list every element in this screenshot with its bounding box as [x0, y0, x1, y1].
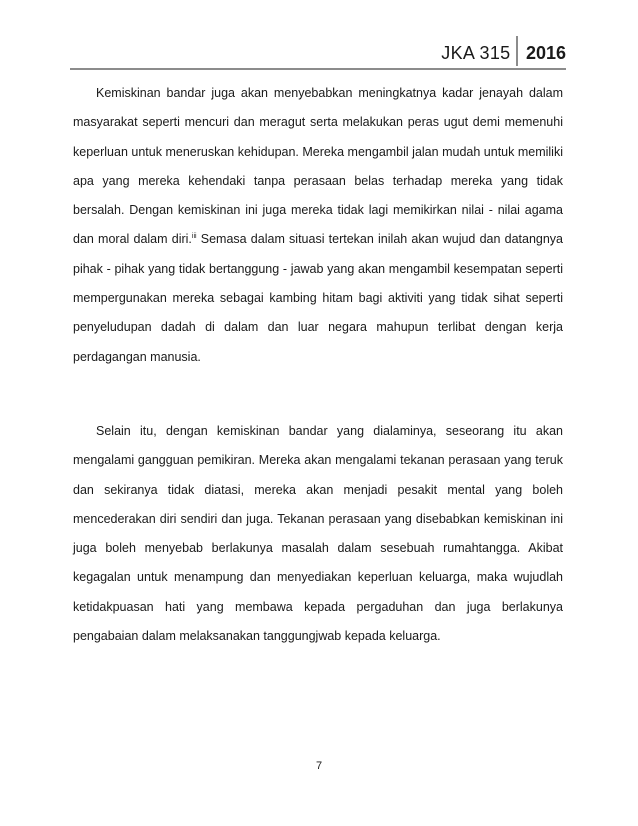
header-year: 2016: [525, 43, 566, 63]
page-number: 7: [315, 760, 323, 772]
page-header: [441, 36, 566, 66]
endnote-marker[interactable]: iii: [191, 233, 197, 241]
course-code: JKA 315: [441, 43, 511, 63]
paragraph-mental-effects: Selain itu, dengan kemiskinan bandar yang dialaminya, seseorang itu akan mengalami gangguan pemikiran. Mereka akan mengalami tekanan perasaan yang teruk dan sekiranya tidak diatasi, mereka akan menjadi pesakit mental yang boleh mencederakan diri sendiri dan juga. Tekanan perasaan yang disebabkan kemiskinan ini juga boleh menyebab berlakunya masalah dalam sesebuah rumahtangga. Akibat kegagalan untuk menampung dan menyediakan keperluan keluarga, maka wujudlah ketidakpuasan hati yang membawa kepada pergaduhan dan juga berlakunya pengabaian dalam melaksanakan tanggungjwab kepada keluarga.: [73, 424, 563, 644]
header-rule: [70, 68, 566, 70]
paragraph-text: Kemiskinan bandar juga akan menyebabkan meningkatnya kadar jenayah dalam masyarakat seperti mencuri dan meragut serta melakukan peras ugut demi memenuhi keperluan untuk meneruskan kehidupan. Mereka mengambil jalan mudah untuk memiliki apa yang mereka kehendaki tanpa perasaan belas terhadap mereka yang tidak bersalah. Dengan kemiskinan ini juga mereka tidak lagi memikirkan nilai - nilai agama dan moral dalam diri.: [73, 86, 563, 247]
paragraph-text-continued: Semasa dalam situasi tertekan inilah akan wujud dan datangnya pihak - pihak yang tidak bertanggung - jawab yang akan mengambil kesempatan seperti mempergunakan mereka sebagai kambing hitam bagi aktiviti yang tidak sihat seperti penyeludupan dadah di dalam dan luar negara mahupun terlibat dengan kerja perdagangan manusia.: [73, 232, 564, 364]
paragraph-urban-poverty-crime: [73, 79, 563, 372]
